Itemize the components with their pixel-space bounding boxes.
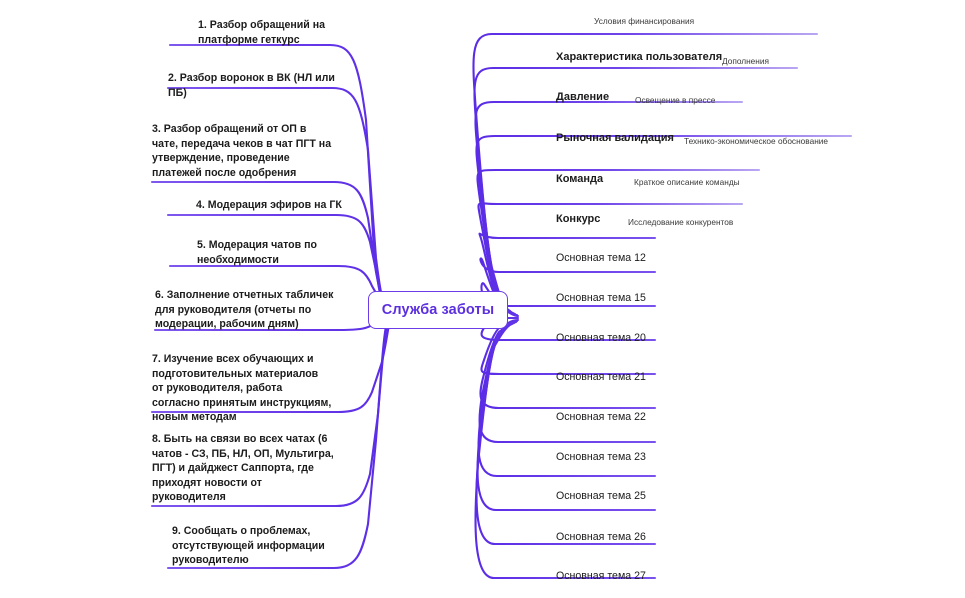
right-topic-2[interactable] <box>556 51 722 64</box>
right-topic-13-label: Основная тема 25 <box>556 490 646 502</box>
central-node[interactable] <box>368 291 508 329</box>
right-subtopic-1-label: Условия финансирования <box>594 16 695 26</box>
right-topic-2-label: Характеристика пользователя <box>556 51 723 63</box>
right-topic-15[interactable] <box>556 570 646 583</box>
left-topic-6-label: 6. Заполнение отчетных табличек для руководителя (отчеты по модерации, рабочим дням) <box>155 289 334 330</box>
right-topic-5-label: Команда <box>556 173 604 185</box>
right-topic-10[interactable] <box>556 371 646 384</box>
right-topic-15-label: Основная тема 27 <box>556 570 646 582</box>
left-topic-9-label: 9. Сообщать о проблемах, отсутствующей информации руководителю <box>172 525 325 566</box>
right-subtopic-5-label: Краткое описание команды <box>634 177 740 187</box>
right-topic-3[interactable] <box>556 91 609 104</box>
right-topic-7-label: Основная тема 12 <box>556 252 646 264</box>
right-subtopic-4[interactable] <box>684 136 828 147</box>
left-topic-7[interactable] <box>152 352 332 425</box>
right-subtopic-5[interactable] <box>634 177 740 188</box>
right-topic-9[interactable] <box>556 332 646 345</box>
right-subtopic-3-label: Освещение в прессе <box>635 95 716 105</box>
right-subtopic-2[interactable] <box>722 56 769 67</box>
right-topic-9-label: Основная тема 20 <box>556 332 646 344</box>
left-topic-2-label: 2. Разбор воронок в ВК (НЛ или ПБ) <box>168 72 335 99</box>
right-topic-8[interactable] <box>556 292 646 305</box>
left-topic-2[interactable] <box>168 71 338 100</box>
right-topic-13[interactable] <box>556 490 646 503</box>
right-subtopic-3[interactable] <box>635 95 715 106</box>
right-topic-14-label: Основная тема 26 <box>556 531 646 543</box>
left-topic-5[interactable] <box>197 238 353 267</box>
right-topic-4-label: Рыночная валидация <box>556 132 674 144</box>
right-topic-14[interactable] <box>556 531 646 544</box>
right-topic-7[interactable] <box>556 252 646 265</box>
right-topic-10-label: Основная тема 21 <box>556 371 646 383</box>
left-topic-3[interactable] <box>152 122 334 180</box>
left-topic-5-label: 5. Модерация чатов по необходимости <box>197 239 317 266</box>
right-topic-5[interactable] <box>556 173 603 186</box>
left-topic-6[interactable] <box>155 288 337 332</box>
right-topic-3-label: Давление <box>556 91 610 103</box>
right-topic-4[interactable] <box>556 132 674 145</box>
right-subtopic-1[interactable] <box>594 16 694 27</box>
right-branch-lines <box>473 34 851 314</box>
right-subtopic-6-label: Исследование конкурентов <box>628 217 734 227</box>
left-topic-4[interactable] <box>196 198 366 213</box>
left-topic-1-label: 1. Разбор обращений на платформе геткурс <box>198 19 326 46</box>
left-topic-8[interactable] <box>152 432 338 505</box>
left-topic-9[interactable] <box>172 524 338 568</box>
right-topic-6[interactable] <box>556 213 600 226</box>
right-topic-6-label: Конкурс <box>556 213 601 225</box>
left-topic-8-label: 8. Быть на связи во всех чатах (6 чатов - СЗ, ПБ, НЛ, ОП, Мультигра, ПГТ) и дайджест Саппорта, где приходят новости от руководителя <box>152 433 334 503</box>
right-subtopic-4-label: Технико-экономическое обоснование <box>684 136 829 146</box>
left-topic-4-label: 4. Модерация эфиров на ГК <box>196 199 342 211</box>
right-subtopic-6[interactable] <box>628 217 733 228</box>
central-node-label: Служба заботы <box>381 302 495 318</box>
right-branch-lines-plain <box>475 234 655 578</box>
right-topic-12[interactable] <box>556 451 646 464</box>
left-topic-1[interactable] <box>198 18 350 47</box>
right-topic-11-label: Основная тема 22 <box>556 411 646 423</box>
right-topic-11[interactable] <box>556 411 646 424</box>
right-topic-12-label: Основная тема 23 <box>556 451 646 463</box>
left-topic-3-label: 3. Разбор обращений от ОП в чате, передача чеков в чат ПГТ на утверждение, проведение платежей после одобрения <box>152 123 332 179</box>
right-subtopic-2-label: Дополнения <box>722 56 769 66</box>
left-topic-7-label: 7. Изучение всех обучающих и подготовительных материалов от руководителя, работа согласно принятым инструкциям, новым методам <box>152 353 332 423</box>
right-topic-8-label: Основная тема 15 <box>556 292 646 304</box>
